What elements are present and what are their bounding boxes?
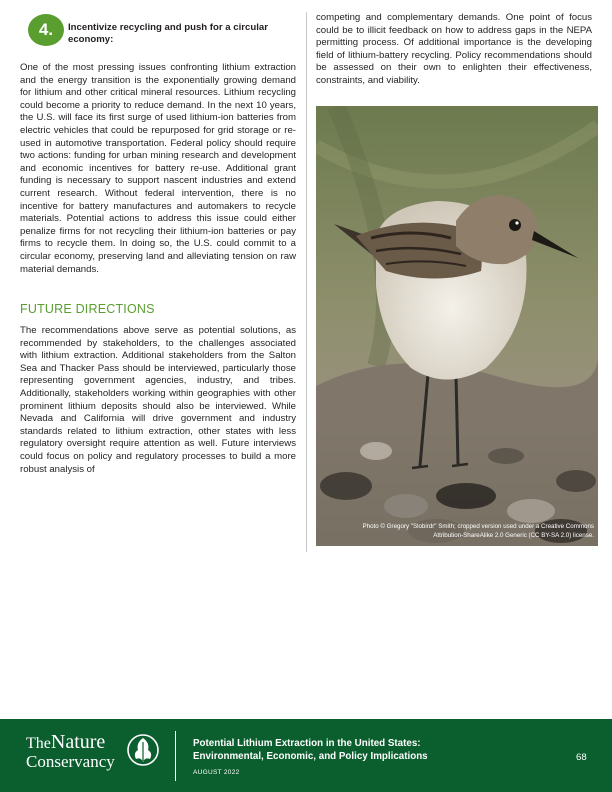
photo-credit: Photo © Gregory "Slobirdr" Smith; cropped version used under a Creative Commons Attribution-ShareAlike 2.0 Generic (CC BY-SA 2.0) license. (362, 523, 594, 539)
report-title-line1: Potential Lithium Extraction in the United States: (193, 738, 421, 749)
report-title-line2: Environmental, Economic, and Policy Implications (193, 751, 428, 762)
page-number: 68 (576, 752, 587, 763)
recommendation-title: Incentivize recycling and push for a circular economy: (68, 22, 268, 45)
sandpiper-photo (316, 106, 598, 546)
left-column (20, 14, 296, 476)
recommendation-header (20, 14, 296, 46)
future-directions-body: The recommendations above serve as potential solutions, as recommended by stakeholders, to the challenges associated with lithium extraction. Additional stakeholders from the Salton Sea and Thacker Pass should be interviewed, particularly those representing government agencies, industry, and tribes. Additionally, stakeholders working within geographies with other prominent lithium deposits should also be interviewed. While Nevada and California will drive government and industry standards related to lithium extraction, other states with less regulatory oversight require attention as well. Future interviews could focus on policy and regulatory processes to build a more robust analysis of (20, 325, 296, 475)
logo-text-the: The (26, 735, 51, 752)
nature-conservancy-logo (26, 733, 115, 771)
report-title (193, 737, 428, 763)
bird-illustration (316, 106, 598, 546)
logo-text-conservancy: Conservancy (26, 752, 115, 771)
recommendation-number-badge: 4. (28, 14, 64, 46)
page-footer (0, 719, 612, 792)
recommendation-body: One of the most pressing issues confronting lithium extraction and the energy transition is the exponentially growing demand for lithium and other critical mineral resources. Lithium recycling could become a priority to reduce demand. In the next 10 years, the U.S. will face its first surge of used lithium-ion batteries from electric vehicles that could be repurposed for grid storage or re-used in automotive transportation. Federal policy should require two actions: funding for urban mining research and development and economic incentives for battery re-use. Additional grant funding is necessary to support nascent industries and extend current research. Without federal intervention, there is no incentive for battery manufactures and automakers to recycle materials. Potential actions to address this issue could either penalize firms for not recycling their lithium-ion batteries or pay firms to recycle them. In doing so, the U.S. could commit to a circular economy, preserving land and alleviating tension on raw material demands. (20, 62, 296, 275)
column-divider (306, 12, 307, 552)
future-directions-heading: FUTURE DIRECTIONS (20, 302, 155, 317)
right-column (316, 12, 592, 88)
report-date: AUGUST 2022 (193, 769, 240, 776)
footer-divider (175, 731, 176, 781)
oak-leaf-icon (126, 733, 160, 767)
logo-text-nature: Nature (50, 731, 106, 753)
future-directions-continued: competing and complementary demands. One point of focus could be to illicit feedback on how to address gaps in the NEPA permitting process. Of additional importance is the developing field of lithium-battery recycling. Policy recommendations should be assessed on their own to enlighten their effectiveness, constraints, and viability. (316, 12, 592, 86)
